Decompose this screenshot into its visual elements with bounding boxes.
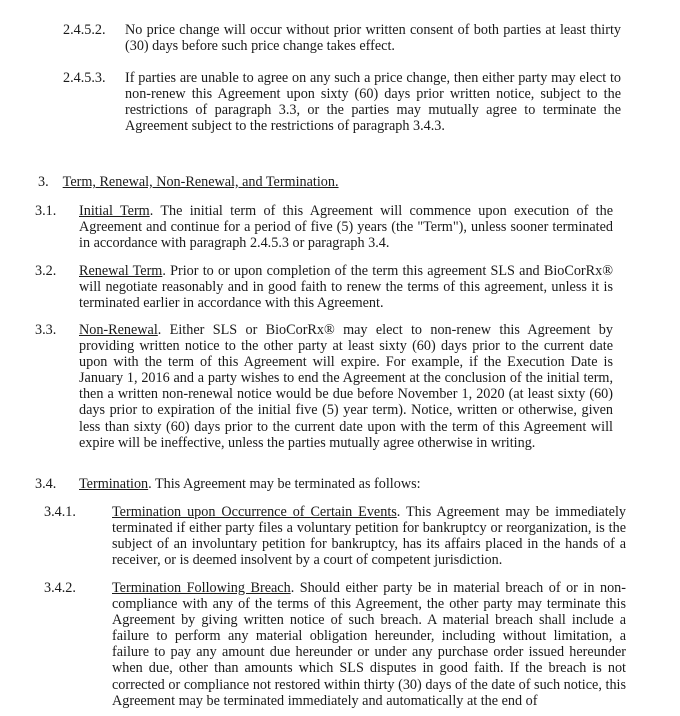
paragraph-3-4 [35,476,613,492]
paragraph-text: . The initial term of this Agreement will commence upon execution of the Agreement and continue for a period of five (5) years (the "Term"), unless sooner terminated in accordance with paragraph 2.4.5.3 or paragraph 3.4. [79,203,613,252]
paragraph-number: 2.4.5.3. [63,70,106,86]
paragraph-number: 3.4.2. [44,580,76,596]
paragraph-text: . Either SLS or BioCorRx® may elect to non-renew this Agreement by providing written notice to the other party at least sixty (60) days prior to the current date upon with the term of this Agreement will expire. For example, if the Execution Date is January 1, 2016 and a party wishes to end the Agreement at the conclusion of the initial term, then a written non-renewal notice would be due before November 1, 2020 (at least sixty (60) days prior to expiration of the initial five (5) year term). Notice, written or otherwise, given less than sixty (60) days prior to the current date upon with the term of this Agreement will expire will be ineffective, unless the parties mutually agree otherwise in writing. [79,322,613,451]
paragraph-number: 3.4. [35,476,57,492]
section-number: 3. [38,174,49,190]
paragraph-heading: Initial Term [79,203,150,219]
paragraph-heading: Termination Following Breach [112,580,291,596]
paragraph-3-3 [35,322,613,451]
paragraph-3-4-1 [44,504,626,569]
section-heading [38,174,339,190]
paragraph-text: . This Agreement may be terminated as follows: [148,476,421,492]
paragraph-heading: Termination upon Occurrence of Certain Events [112,504,397,520]
paragraph-text: If parties are unable to agree on any such a price change, then either party may elect to non-renew this Agreement upon sixty (60) days prior written notice, subject to the restrictions of paragraph 3.3, or the parties may mutually agree to terminate the Agreement subject to the restrictions of paragraph 3.4.3. [125,70,621,135]
paragraph-heading: Renewal Term [79,263,163,279]
paragraph-2-4-5-2 [63,22,621,55]
paragraph-text: . Prior to or upon completion of the term this agreement SLS and BioCorRx® will negotiate reasonably and in good faith to renew the terms of this agreement, unless it is terminated earlier in accordance with this Agreement. [79,263,613,312]
paragraph-text: . This Agreement may be immediately terminated if either party files a voluntary petition for bankruptcy or reorganization, is the subject of an involuntary petition for bankruptcy, has its affairs placed in the hands of a receiver, or is deemed insolvent by a court of competent jurisdiction. [112,504,626,569]
paragraph-heading: Non-Renewal [79,322,158,338]
paragraph-number: 3.2. [35,263,57,279]
paragraph-3-1 [35,203,613,252]
paragraph-number: 3.4.1. [44,504,76,520]
paragraph-text: No price change will occur without prior written consent of both parties at least thirty (30) days before such price change takes effect. [125,22,621,55]
section-title: Term, Renewal, Non-Renewal, and Termination. [62,174,339,190]
paragraph-number: 3.1. [35,203,57,219]
paragraph-text: . Should either party be in material breach of or in non-compliance with any of the terms of this Agreement, the other party may terminate this Agreement by giving written notice of such breach. A material breach shall include a failure to perform any material obligation hereunder, including without limitation, a failure to pay any amount due hereunder or under any purchase order issued hereunder when due, other than amounts which SLS disputes in good faith. If the breach is not corrected or compliance not restored within thirty (30) days of the date of such notice, this Agreement may be terminated immediately and automatically at the end of [112,580,626,709]
paragraph-3-4-2 [44,580,626,709]
paragraph-heading: Termination [79,476,149,492]
paragraph-2-4-5-3 [63,70,621,135]
paragraph-3-2 [35,263,613,312]
paragraph-number: 3.3. [35,322,57,338]
paragraph-number: 2.4.5.2. [63,22,106,38]
